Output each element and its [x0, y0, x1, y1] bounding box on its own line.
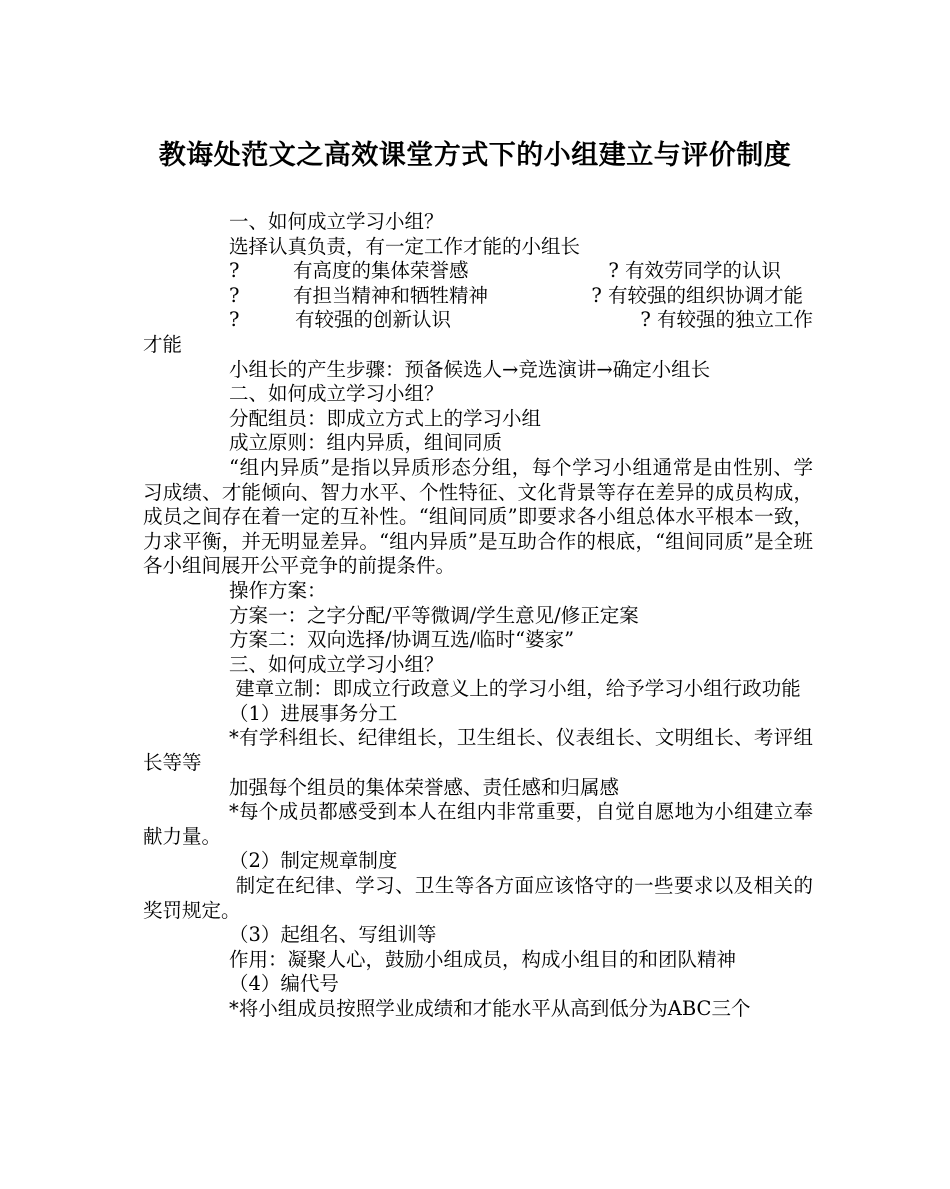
heading-2: 二、如何成立学习小组？: [229, 382, 444, 406]
quality-item: ? 有较强的组织协调才能: [591, 283, 803, 307]
paragraph: 小组长的产生步骤：预备候选人→竞选演讲→确定小组长: [229, 357, 711, 381]
paragraph: 方案二：双向选择/协调互选/临时“婆家”: [229, 628, 575, 652]
subheading: （3）起组名、写组训等: [229, 923, 437, 947]
quality-item: ? 有较强的独立工作: [640, 308, 813, 332]
paragraph: 成立原则：组内异质，组间同质: [229, 431, 503, 455]
quality-item: 有较强的创新认识: [295, 308, 452, 332]
paragraph: “组内异质”是指以异质形态分组，每个学习小组通常是由性别、学习成绩、才能倾向、智力水平、个性特征、文化背景等存在差异的成员构成，成员之间存在着一定的互补性。“组间同质”即要求各小组总体水平根本一致，力求平衡，并无明显差异。“组内异质”是互助合作的根底，“组间同质”是全班各小组间展开公平竞争的前提条件。: [143, 455, 813, 578]
paragraph: *有学科组长、纪律组长，卫生组长、仪表组长、文明组长、考评组长等等: [143, 726, 813, 775]
heading-3: 三、如何成立学习小组？: [229, 652, 444, 676]
quality-row-3: [229, 308, 813, 333]
paragraph: *每个成员都感受到本人在组内非常重要，自觉自愿地为小组建立奉献力量。: [143, 800, 813, 848]
quality-item: ? 有效劳同学的认识: [608, 259, 781, 283]
paragraph: 加强每个组员的集体荣誉感、责任感和归属感: [229, 775, 620, 799]
quality-row-2: [229, 284, 813, 309]
paragraph: 选择认真负责，有一定工作才能的小组长: [229, 234, 581, 258]
subheading: （4）编代号: [229, 972, 339, 996]
heading-1: 一、如何成立学习小组？: [229, 210, 444, 233]
quality-row-1: [229, 259, 813, 284]
quality-item: 有高度的集体荣誉感: [293, 259, 469, 283]
paragraph: 方案一：之字分配/平等微调/学生意见/修正定案: [229, 603, 639, 627]
paragraph: 建章立制：即成立行政意义上的学习小组，给予学习小组行政功能: [229, 677, 801, 701]
document-body: [143, 210, 813, 1022]
bullet-marker: ?: [229, 259, 240, 283]
subheading: （1）进展事务分工: [229, 701, 398, 725]
quality-item: 有担当精神和牺牲精神: [293, 283, 489, 307]
paragraph-continuation: 才能: [143, 332, 183, 356]
paragraph: *将小组成员按照学业成绩和才能水平从高到低分为ABC三个: [229, 997, 751, 1020]
paragraph: 制定在纪律、学习、卫生等各方面应该恪守的一些要求以及相关的奖罚规定。: [143, 874, 813, 922]
paragraph: 分配组员：即成立方式上的学习小组: [229, 406, 542, 430]
subheading: （2）制定规章制度: [229, 849, 398, 873]
paragraph: 作用：凝聚人心，鼓励小组成员，构成小组目的和团队精神: [229, 947, 737, 971]
paragraph: 操作方案：: [229, 578, 327, 602]
document-title: 教诲处范文之高效课堂方式下的小组建立与评价制度: [158, 140, 792, 171]
bullet-marker: ?: [229, 308, 240, 332]
bullet-marker: ?: [229, 283, 240, 307]
